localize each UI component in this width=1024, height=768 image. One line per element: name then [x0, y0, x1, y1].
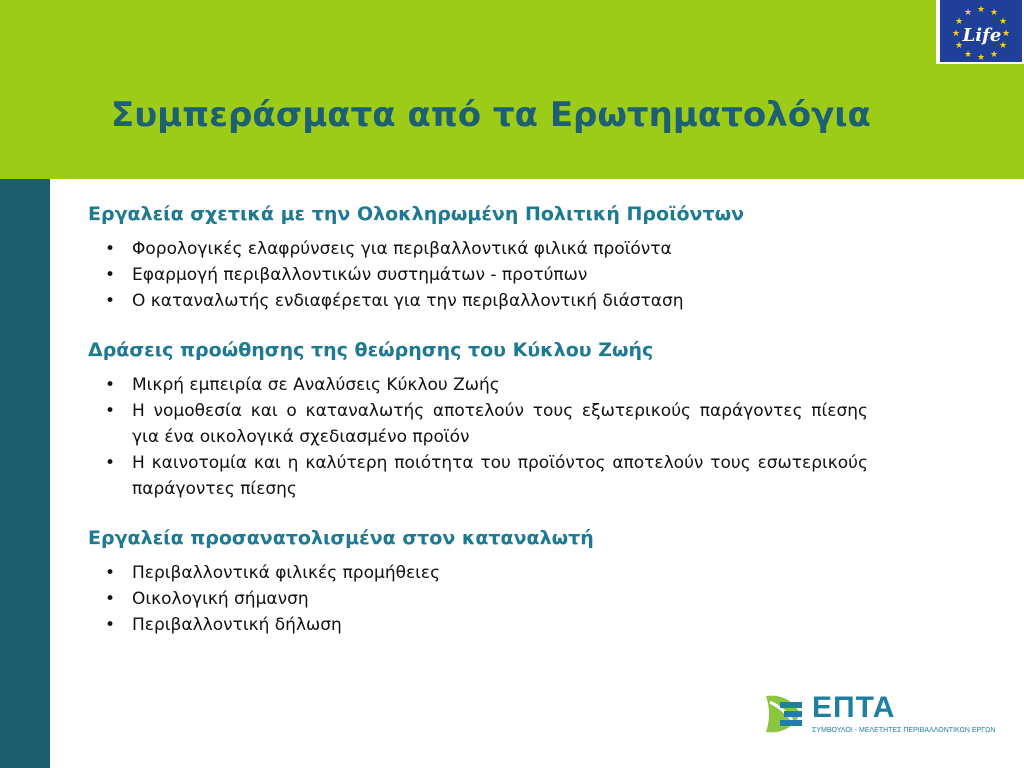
list-item-text: Περιβαλλοντική δήλωση [132, 615, 342, 635]
epta-logo-name: ΕΠΤΑ [812, 691, 896, 724]
section-ipp-tools [88, 196, 868, 314]
slide-content [88, 196, 868, 656]
svg-text:★: ★ [963, 8, 973, 18]
svg-text:★: ★ [998, 17, 1008, 27]
svg-text:★: ★ [989, 8, 999, 18]
section-life-cycle-actions [88, 332, 868, 502]
life-logo-text: Life [962, 25, 1002, 46]
list-item [88, 236, 868, 262]
list-item-text: Μικρή εμπειρία σε Αναλύσεις Κύκλου Ζωής [132, 375, 500, 395]
svg-text:★: ★ [954, 17, 964, 27]
list-item-text: Περιβαλλοντικά φιλικές προμήθειες [132, 563, 441, 583]
bullet-icon: • [105, 239, 116, 259]
section-heading: Εργαλεία προσανατολισμένα στον καταναλωτή [88, 527, 594, 549]
svg-text:★: ★ [954, 41, 964, 51]
header-band [0, 0, 1024, 179]
list-item [88, 612, 868, 638]
svg-text:★: ★ [963, 50, 973, 60]
svg-text:★: ★ [998, 41, 1008, 51]
bullet-list [88, 236, 868, 314]
list-item-text: Η νομοθεσία και ο καταναλωτής αποτελούν τους εξωτερικούς παράγοντες πίεσης για ένα οικολογικά σχεδιασμένο προϊόν [132, 401, 868, 447]
list-item [88, 450, 868, 502]
bullet-icon: • [105, 401, 116, 421]
bullet-icon: • [105, 291, 116, 311]
svg-text:★: ★ [951, 29, 961, 39]
list-item [88, 262, 868, 288]
list-item [88, 586, 868, 612]
epta-leaf-icon [760, 690, 808, 738]
epta-logo-subtitle: ΣΥΜΒΟΥΛΟΙ - ΜΕΛΕΤΗΤΕΣ ΠΕΡΙΒΑΛΛΟΝΤΙΚΩΝ ΕΡΓΩΝ [812, 727, 996, 734]
epta-logo [760, 690, 1000, 740]
bullet-icon: • [105, 375, 116, 395]
list-item [88, 288, 868, 314]
bullet-icon: • [105, 563, 116, 583]
svg-text:★: ★ [989, 50, 999, 60]
list-item [88, 560, 868, 586]
bullet-icon: • [105, 265, 116, 285]
list-item [88, 372, 868, 398]
list-item-text: Εφαρμογή περιβαλλοντικών συστημάτων - προτύπων [132, 265, 588, 285]
svg-text:★: ★ [976, 5, 986, 15]
bullet-list [88, 372, 868, 502]
list-item [88, 398, 868, 450]
section-consumer-tools [88, 520, 868, 638]
section-heading: Εργαλεία σχετικά με την Ολοκληρωμένη Πολιτική Προϊόντων [88, 203, 745, 225]
section-heading: Δράσεις προώθησης της θεώρησης του Κύκλου Ζωής [88, 339, 654, 361]
slide-title: Συμπεράσματα από τα Ερωτηματολόγια [111, 95, 871, 135]
bullet-icon: • [105, 453, 116, 473]
bullet-icon: • [105, 615, 116, 635]
svg-text:★: ★ [1001, 29, 1011, 39]
bullet-icon: • [105, 589, 116, 609]
life-logo-icon [936, 0, 1024, 64]
side-bar [0, 179, 50, 768]
list-item-text: Φορολογικές ελαφρύνσεις για περιβαλλοντικά φιλικά προϊόντα [132, 239, 672, 259]
list-item-text: Η καινοτομία και η καλύτερη ποιότητα του προϊόντος αποτελούν τους εσωτερικούς παράγοντες πίεσης [132, 453, 868, 499]
svg-text:★: ★ [976, 53, 986, 63]
list-item-text: Ο καταναλωτής ενδιαφέρεται για την περιβαλλοντική διάσταση [132, 291, 684, 311]
list-item-text: Οικολογική σήμανση [132, 589, 309, 609]
bullet-list [88, 560, 868, 638]
